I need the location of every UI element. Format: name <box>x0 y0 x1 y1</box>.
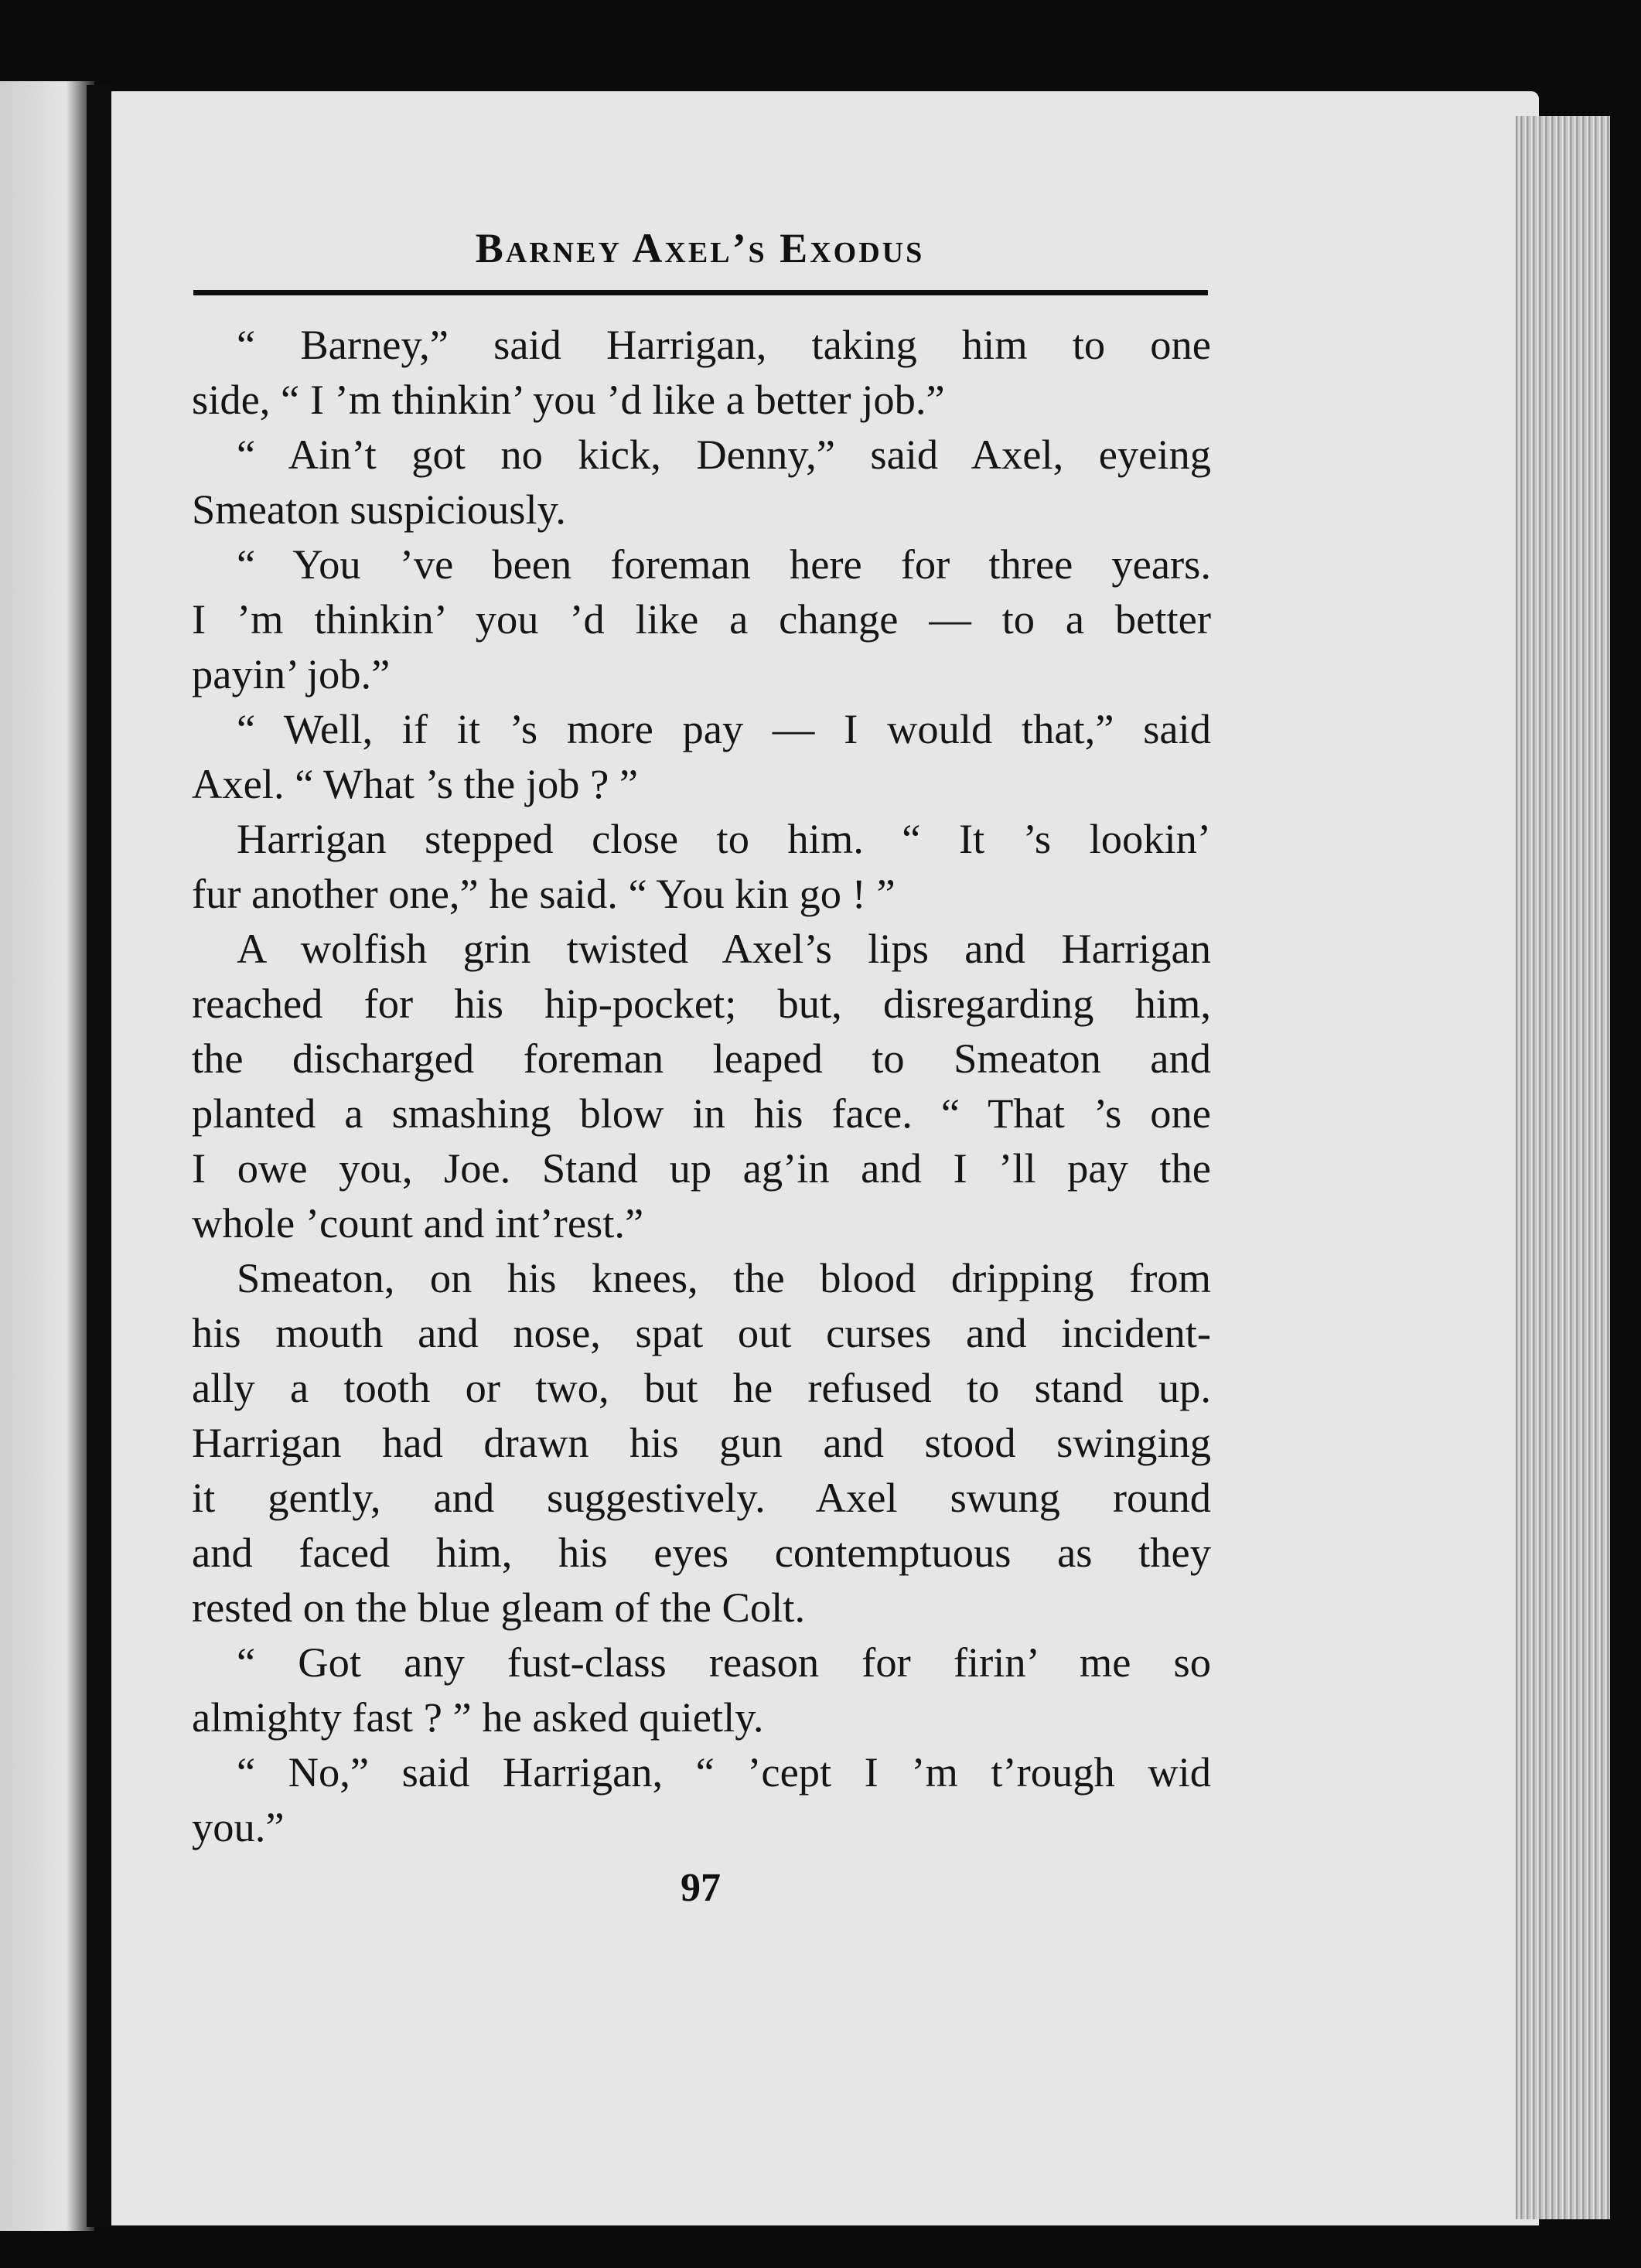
text-line: “ Barney,” said Harrigan, taking him to one <box>237 321 1211 368</box>
paragraph <box>192 537 1211 701</box>
text-line: “ You ’ve been foreman here for three years. <box>237 541 1211 588</box>
paragraph <box>192 317 1211 427</box>
text-line: reached for his hip-pocket; but, disregarding him, <box>192 980 1211 1027</box>
paragraph <box>192 1250 1211 1635</box>
text-line: “ Got any fust-class reason for firin’ me so <box>237 1639 1211 1686</box>
text-line: ally a tooth or two, but he refused to stand up. <box>192 1364 1211 1411</box>
text-line: you.” <box>192 1803 285 1850</box>
text-line: I ’m thinkin’ you ’d like a change — to a better <box>192 595 1211 643</box>
text-line: almighty fast ? ” he asked quietly. <box>192 1693 764 1741</box>
text-line: side, “ I ’m thinkin’ you ’d like a better job.” <box>192 376 945 423</box>
text-line: A wolfish grin twisted Axel’s lips and Harrigan <box>237 925 1211 972</box>
paragraph <box>192 701 1211 811</box>
paragraph <box>192 427 1211 537</box>
page-number: 97 <box>681 1866 721 1910</box>
text-line: the discharged foreman leaped to Smeaton and <box>192 1035 1211 1082</box>
text-line: fur another one,” he said. “ You kin go ! ” <box>192 870 896 917</box>
paragraph <box>192 811 1211 921</box>
text-line: it gently, and suggestively. Axel swung round <box>192 1474 1211 1521</box>
paragraph <box>192 921 1211 1250</box>
text-line: payin’ job.” <box>192 650 391 697</box>
text-line: whole ’count and int’rest.” <box>192 1199 644 1247</box>
facing-page-edge <box>0 81 94 2231</box>
text-line: “ Ain’t got no kick, Denny,” said Axel, eyeing <box>237 431 1211 478</box>
paragraph <box>192 1744 1211 1854</box>
page-edges <box>1516 116 1610 2219</box>
paragraph <box>192 1635 1211 1744</box>
book-gutter <box>87 85 111 2227</box>
text-line: “ No,” said Harrigan, “ ’cept I ’m t’rough wid <box>237 1748 1211 1796</box>
text-line: Harrigan stepped close to him. “ It ’s lookin’ <box>237 815 1211 862</box>
body-text <box>192 317 1211 1854</box>
text-line: Axel. “ What ’s the job ? ” <box>192 760 639 807</box>
running-head: Barney Axel’s Exodus <box>475 225 925 271</box>
text-line: and faced him, his eyes contemptuous as they <box>192 1529 1211 1576</box>
text-line: planted a smashing blow in his face. “ That ’s one <box>192 1090 1211 1137</box>
text-line: Smeaton suspiciously. <box>192 486 566 533</box>
text-line: “ Well, if it ’s more pay — I would that,” said <box>237 705 1211 752</box>
text-line: Smeaton, on his knees, the blood dripping from <box>237 1254 1211 1301</box>
text-line: Harrigan had drawn his gun and stood swinging <box>192 1419 1211 1466</box>
text-line: I owe you, Joe. Stand up ag’in and I ’ll pay the <box>192 1144 1211 1192</box>
text-line: his mouth and nose, spat out curses and incident- <box>192 1309 1211 1356</box>
running-head-rule <box>193 290 1208 295</box>
text-line: rested on the blue gleam of the Colt. <box>192 1584 806 1631</box>
